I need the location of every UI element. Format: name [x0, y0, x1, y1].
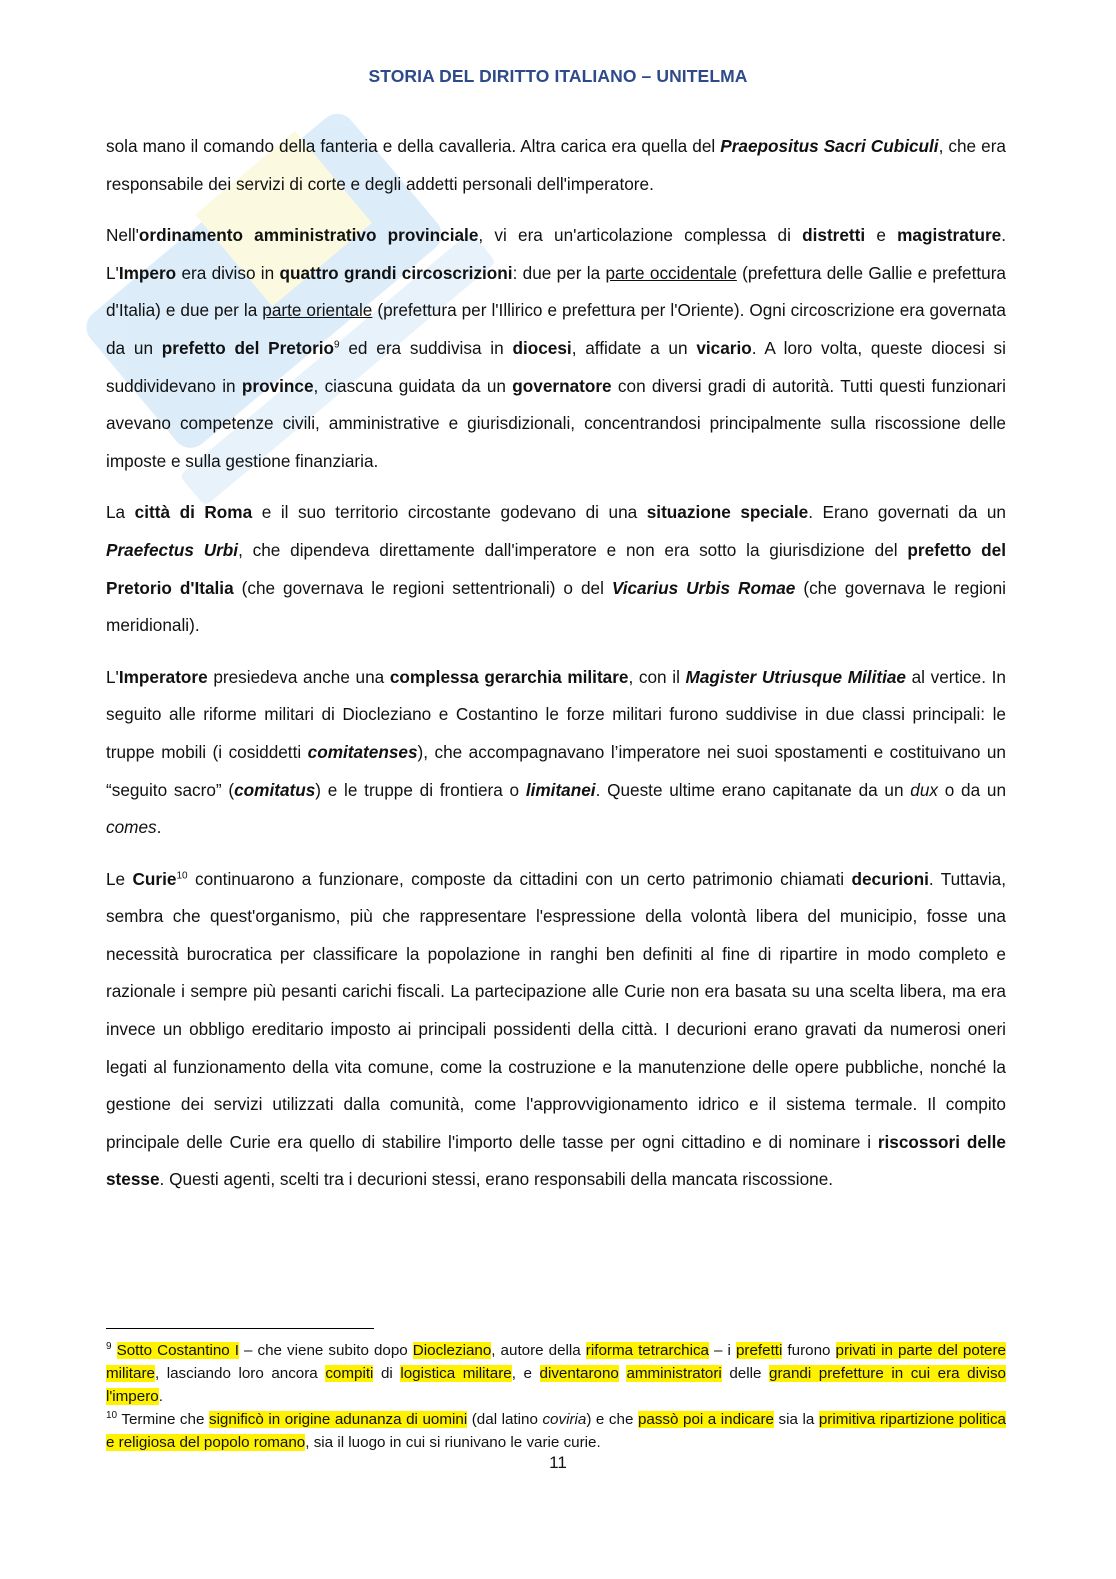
paragraph: sola mano il comando della fanteria e della cavalleria. Altra carica era quella del Praepositus Sacri Cubiculi, che era responsabile dei servizi di corte e degli addetti personali dell'imperatore.	[106, 136, 1006, 194]
footnote: $^9$ Sotto Costantino I – che viene subito dopo Diocleziano, autore della riforma tetrarchica – i prefetti furono privati in parte del potere militare, lasciando loro ancora compiti di logistica militare, e diventarono amministratori delle grandi prefetture in cui era diviso l'impero.	[106, 1340, 1007, 1405]
paragraph: Nell'ordinamento amministrativo provinciale, vi era un'articolazione complessa di distretti e magistrature. L'Impero era diviso in quattro grandi circoscrizioni: due per la parte occidentale (prefettura delle Gallie e prefettura d'Italia) e due per la parte orientale (prefettura per l'Illirico e prefettura per l'Oriente). Ogni circoscrizione era governata da un prefetto del Pretorio$^9$ ed era suddivisa in diocesi, affidate a un vicario. A loro volta, queste diocesi si suddividevano in province, ciascuna guidata da un governatore con diversi gradi di autorità. Tutti questi funzionari avevano competenze civili, amministrative e giurisdizionali, concentrandosi principalmente sulla riscossione delle imposte e sulla gestione finanziaria.	[106, 225, 1007, 471]
paragraph: La città di Roma e il suo territorio circostante godevano di una situazione speciale. Erano governati da un Praefectus Urbi, che dipendeva direttamente dall'imperatore e non era sotto la giurisdizione del prefetto del Pretorio d'Italia (che governava le regioni settentrionali) o del Vicarius Urbis Romae (che governava le regioni meridionali).	[106, 502, 1006, 636]
footnote-separator	[106, 1328, 374, 1329]
page-number: 11	[549, 1453, 567, 1472]
page-header: STORIA DEL DIRITTO ITALIANO – UNITELMA	[368, 66, 748, 86]
footnotes	[106, 1339, 1006, 1454]
paragraph: L'Imperatore presiedeva anche una complessa gerarchia militare, con il Magister Utriusque Militiae al vertice. In seguito alle riforme militari di Diocleziano e Costantino le forze militari furono suddivise in due classi principali: le truppe mobili (i cosiddetti comitatenses), che accompagnavano l’imperatore nei suoi spostamenti e costituivano un “seguito sacro” (comitatus) e le truppe di frontiera o limitanei. Queste ultime erano capitanate da un dux o da un comes.	[106, 666, 1007, 838]
footnote: $^{10}$ Termine che significò in origine adunanza di uomini (dal latino coviria) e che passò poi a indicare sia la primitiva ripartizione politica e religiosa del popolo romano, sia il luogo in cui si riunivano le varie curie.	[106, 1409, 1006, 1451]
footnote-ref[interactable]: 10	[176, 869, 188, 881]
footnote-ref[interactable]: 9	[334, 339, 340, 351]
main-content	[106, 128, 1006, 1213]
paragraph: Le Curie$^{10}$ continuarono a funzionare, composte da cittadini con un certo patrimonio chiamati decurioni. Tuttavia, sembra che quest'organismo, più che rappresentare l'espressione della volontà libera del municipio, fosse una necessità burocratica per classificare la popolazione in ranghi ben definiti al fine di ripartire in modo completo e razionale i sempre più pesanti carichi fiscali. La partecipazione alle Curie non era basata su una scelta libera, ma era invece un obbligo ereditario imposto ai principali possidenti della città. I decurioni erano gravati da numerosi oneri legati al funzionamento della vita comune, come la costruzione e la manutenzione delle opere pubbliche, nonché la gestione dei servizi utilizzati dalla comunità, come l'approvvigionamento idrico e il sistema termale. Il compito principale delle Curie era quello di stabilire l'importo delle tasse per ogni cittadino e di nominare i riscossori delle stesse. Questi agenti, scelti tra i decurioni stessi, erano responsabili della mancata riscossione.	[106, 868, 1006, 1190]
